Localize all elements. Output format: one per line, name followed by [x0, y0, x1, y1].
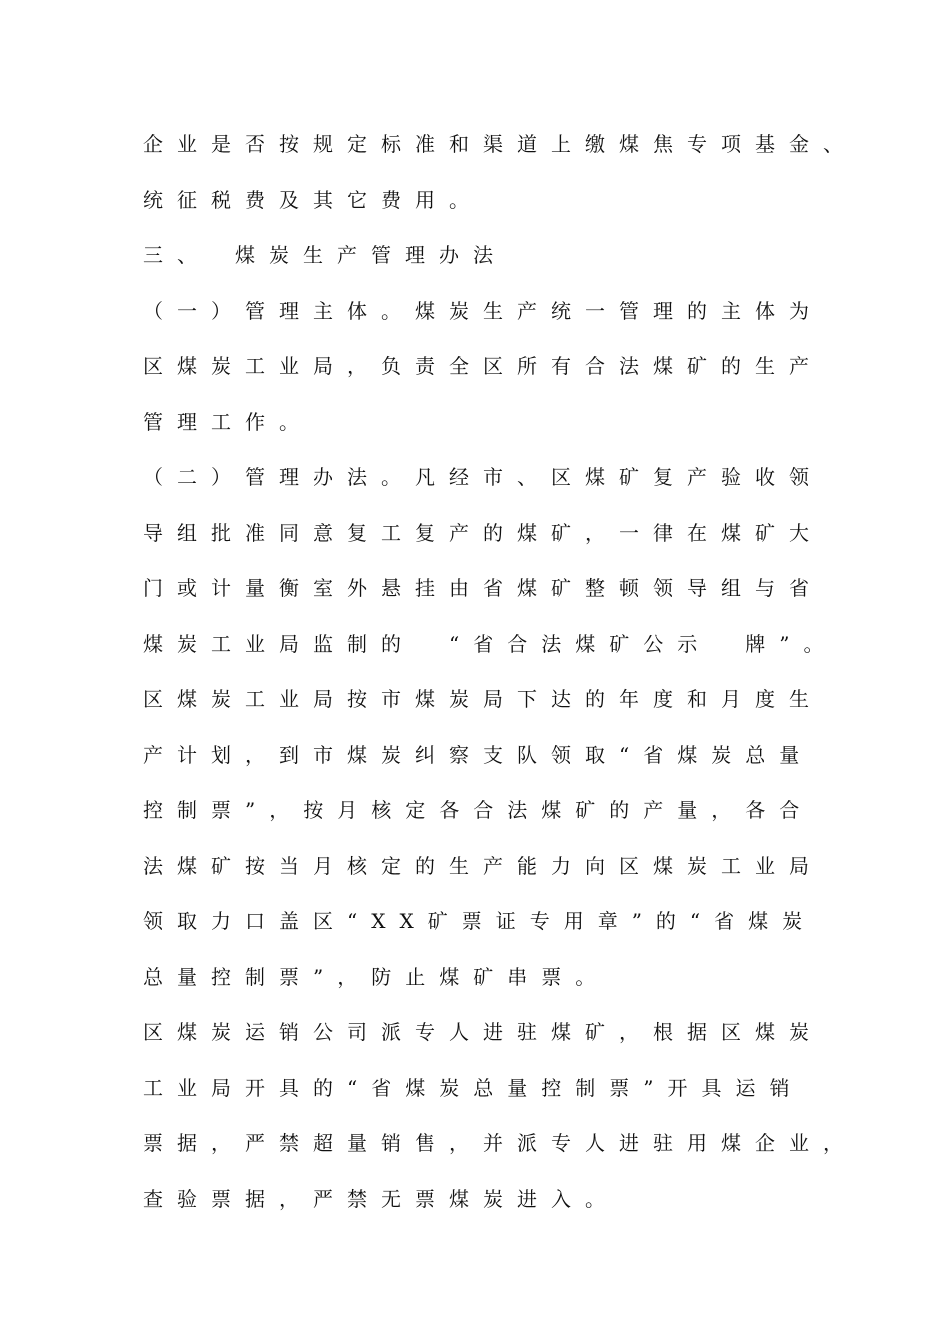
text-line-8: 导组批准同意复工复产的煤矿，一律在煤矿大: [143, 521, 823, 545]
text-line-1: 企业是否按规定标准和渠道上缴煤焦专项基金、: [143, 132, 857, 156]
text-line-13: 控制票”，按月核定各合法煤矿的产量，各合: [143, 798, 814, 822]
text-line-2: 统征税费及其它费用。: [143, 188, 483, 212]
text-line-7: （二）管理办法。凡经市、区煤矿复产验收领: [143, 465, 823, 489]
text-line-4: （一）管理主体。煤炭生产统一管理的主体为: [143, 299, 823, 323]
section-heading: 三、 煤炭生产管理办法: [143, 243, 507, 267]
text-line-19: 票据，严禁超量销售，并派专人进驻用煤企业，: [143, 1131, 857, 1155]
text-line-20: 查验票据，严禁无票煤炭进入。: [143, 1187, 619, 1211]
text-line-10: 煤炭工业局监制的 “省合法煤矿公示 牌”。: [143, 632, 838, 656]
text-line-14: 法煤矿按当月核定的生产能力向区煤炭工业局: [143, 854, 823, 878]
text-line-9: 门或计量衡室外悬挂由省煤矿整顿领导组与省: [143, 576, 823, 600]
text-line-15: 领取力口盖区“XX矿票证专用章”的“省煤炭: [143, 909, 817, 933]
text-line-11: 区煤炭工业局按市煤炭局下达的年度和月度生: [143, 687, 823, 711]
text-line-17: 区煤炭运销公司派专人进驻煤矿，根据区煤炭: [143, 1020, 823, 1044]
text-line-12: 产计划，到市煤炭纠察支队领取“省煤炭总量: [143, 743, 814, 767]
text-line-5: 区煤炭工业局，负责全区所有合法煤矿的生产: [143, 354, 823, 378]
text-line-16: 总量控制票”，防止煤矿串票。: [143, 965, 610, 989]
text-line-18: 工业局开具的“省煤炭总量控制票”开具运销: [143, 1076, 804, 1100]
text-line-6: 管理工作。: [143, 410, 313, 434]
